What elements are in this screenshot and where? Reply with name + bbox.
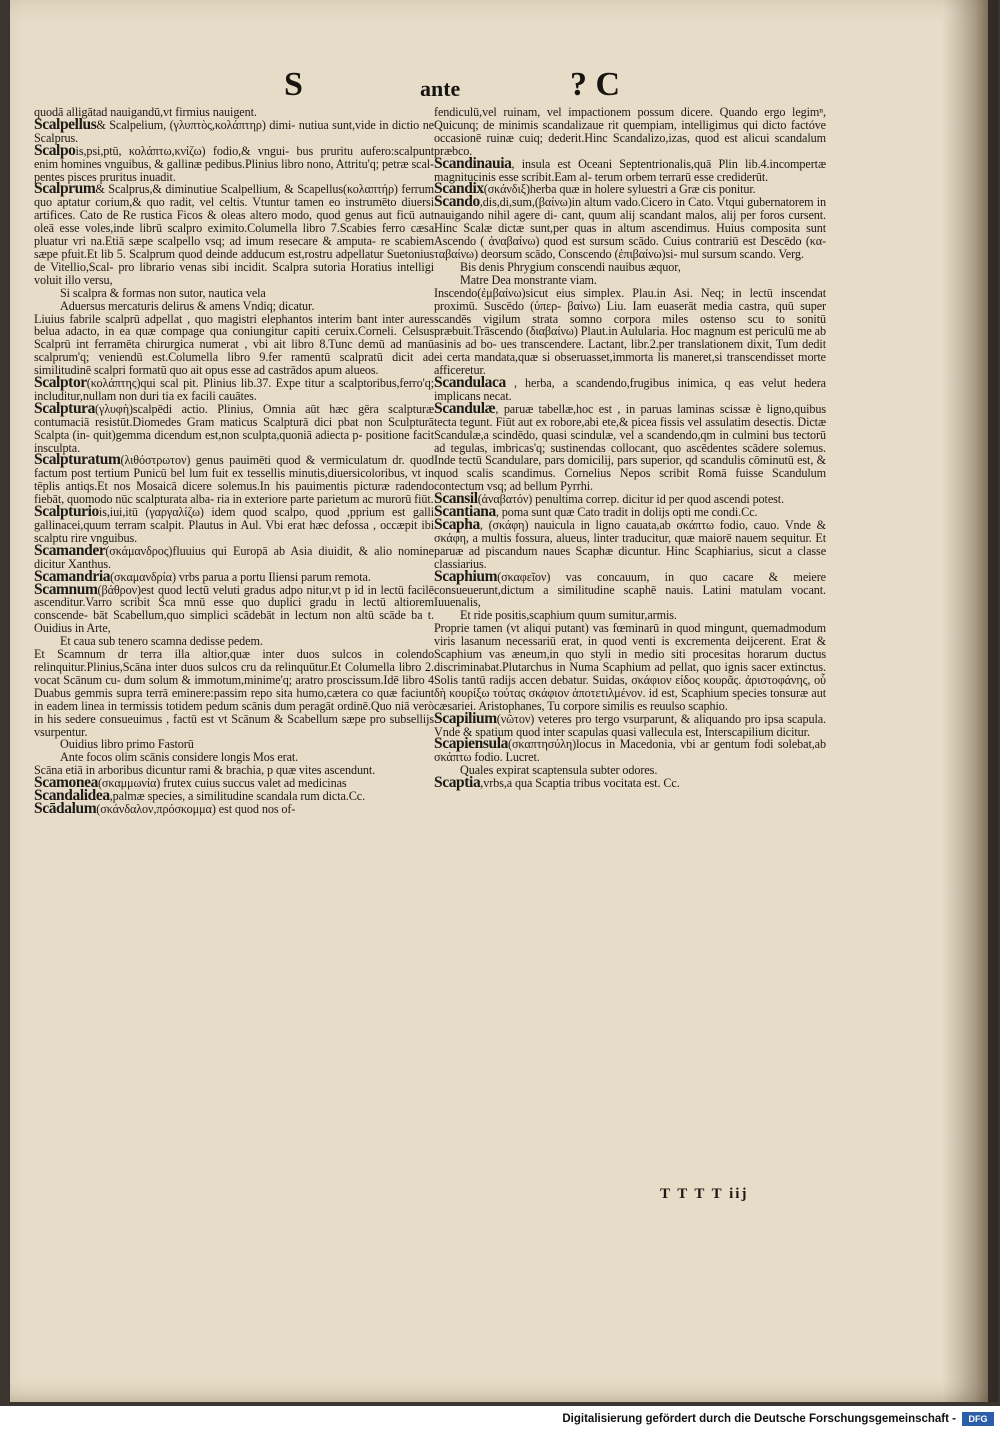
entry-headword: Scamnum [34, 580, 98, 598]
entry-text: & Scalpelium, (γλυπτὸς,κολάπτηρ) dimi- nutiua sunt,vide in dictio ne Scalprus. [34, 117, 434, 145]
entry-text: ,dis,di,sum,(βαίνω)in altum vado.Cicero in Cato. Vtqui gubernatorem in nauigando nihil agere di- cant, quum alij scandant malos, alij per foros cursent. Hinc Scalæ dictæ sunt,per quas in altum ascendimus. Huius composita sunt Ascendo ( ἀναβαίνω) quod est sursum scādo. Cuius contrariū est Descēdo (κα- ταβαίνω) deorsum scādo, Conscendo (ἐπιβαίνω)si- mul sursum scando. Verg. [434, 195, 826, 261]
entry-text: , insula est Oceani Septentrionalis,quā Plin lib.4.incompertæ magnitucinis esse scribit.Eam al- terum orbem terrarū esse crediderūt. [434, 156, 826, 184]
entry-headword: Scaphium [434, 567, 498, 585]
running-head [0, 66, 1000, 110]
entry-text: (γλυφὴ)scalpēdi actio. Plinius, Omnia aūt hæc gēra scalpturæ contumaciā resistūt.Diomedes Gram maticus Scalpturā dici pbat non Sculpturā Scalpta (in- quit)gemma dicendum est,non sculpta,quoniā adiecta p- positione facit insculpta. [34, 401, 434, 455]
running-head-left: S [284, 66, 303, 103]
entry-text: Et Scamnum dr terra illa altior,quæ inter duos sulcos in colendo relinquitur.Plinius,Scāna inter duos sulcos cru da relinquūtur.Et Columella libro 2. vocat Scānum cu- dum solum & immotum,minime'q; aratro proscissum.Idē libro 4 Duabus gemmis supra terrā eminere:passim repo sita humo,cætera co quæ faciunt in eadem linea in termissis totidem pedum scānis dum peragāt ordinē.Quo niā verò in his sedere consueuimus , factū est vt Scānum & Scabellum sæpe pro subsellijs vsurpentur. [34, 647, 434, 739]
dfg-logo: DFG [962, 1412, 994, 1426]
entry-text: (λιθόστρωτον) genus pauimēti quod & vermiculatum dr. quod factum post tertium Punicū bel lum fuit ex tessellis minutis,diuersicoloribus, vt in tēplis antiqs.Et nos Mosaicā dicere solemus.In his pauimentis picturæ radendo fiebāt, quomodo nūc scalpturata alba- ria in exteriore parte parietum ac murorū fiūt. [34, 453, 434, 507]
dictionary-entry [34, 503, 434, 545]
entry-text: fendiculū,vel ruinam, vel impactionem possum dicere. Quando ergo legimⁿ, Quicunq; de minimis scandalizaue rit quempiam, intelligimus qui dicto factóve occasionē ruinæ cuiq; dederit.Hinc Scandalizo,izas, quod est alicui scandalum præbco. [434, 105, 826, 158]
entry-text: (ἀναβατόν) penultima correp. dicitur id per quod ascendi potest. [477, 492, 785, 507]
entry-headword: Scalpturatum [34, 451, 121, 469]
dictionary-entry [34, 451, 434, 507]
entry-headword: Scandix [434, 180, 484, 198]
dictionary-entry [434, 193, 826, 261]
entry-text: , herba, a scandendo,frugibus inimica, q eas velut hedera implicans necat. [434, 376, 826, 403]
dictionary-entry [34, 115, 434, 145]
entry-headword: Scandinauia [434, 154, 512, 172]
entry-text: ,vrbs,a qua Scaptia tribus vocitata est. Cc. [480, 776, 680, 791]
entry-text: (σκαμμωνία) frutex cuius succus valet ad medicinas [97, 776, 347, 791]
dictionary-entry [434, 399, 826, 494]
entry-text: , paruæ tabellæ,hoc est , in paruas laminas scissæ è ligno,quibus tecta tegunt. Fiūt aut ex robore,abi ete,& picea fissis vel assulatim desectis. Dictæ Scandulæ,a scindēdo, quasi scindulæ, vel a scandendo,qm in culmini bus tectorū ad tegulas, imbricas'q; sustinendas collocant, quo ascēdentes scādere solemus. Inde tectū Scandulare, pars domicilij, pars superior, qd scandulis cōminutū est, & quod scalis scandimus. Cornelius Nepos scribit Romā fuisse Scandulum contectum vsq; ad bellum Pyrrhi. [434, 401, 826, 494]
entry-headword: Scansil [434, 490, 478, 508]
entry-headword: Scando [434, 193, 480, 211]
entry-headword: Scandalidea [34, 787, 110, 805]
dictionary-entry [34, 180, 434, 287]
entry-headword: Scandulaca [434, 374, 506, 392]
entry-headword: Scalptura [34, 399, 95, 417]
entry-text: Et caua sub tenero scamna dedisse pedem. [60, 634, 263, 649]
dictionary-entry [434, 774, 826, 792]
dictionary-entry [34, 141, 434, 184]
entry-text: Ouidius libro primo Fastorū [60, 737, 194, 752]
entry-headword: Scamander [34, 541, 106, 559]
dictionary-entry [434, 516, 826, 571]
entry-text: (σκάνδαλον,πρόσκομμα) est quod nos of- [96, 801, 296, 816]
entry-text: Proprie tamen (vt aliqui putant) vas fœminarū in quod mingunt, quemadmodum viris lasanum necessariū erat, in quod venti is excrementa deijcerent. Erat & Scaphium vas æneum,in quo styli in medio siti procesitas horarum ductus discriminabat.Plutarchus in Numa Scaphium ad pellat, quo ignis sacer extinctus. Solis tantū radijs accen debatur. Suidas, σκάφιον εἰδος κουρᾶς. ἀριστοφάνης, οὗ δὴ κουρίξω τούτας σκάφιον ἀποτετιλμένον. id est, Scaphium species tonsuræ aut cæsariei. Aristophanes, Tu corpore similis es reuulso scaphio. [434, 621, 826, 713]
entry-text: (σκαπτησύλη)locus in Macedonia, vbi ar gentum fodi solebat,ab σκάπτω fodio. Lucret. [434, 737, 826, 765]
dictionary-entry [34, 799, 434, 817]
dictionary-entry [434, 106, 826, 158]
entry-text: Inscendo(ἐμβαίνω)sicut eius simplex. Plau.in Asi. Neq; in lectū inscendat proximū. Suscēdo (ὑπερ- βαίνω) Liu. Iam euaserāt media castra, quū super scandēs vigilum strata somno corpora miles ostenso scu to sonitū præbuit.Trāscendo (διαβαίνω) Plaut.in Aulularia. Hoc magnum est periculū me ab asinis ad bo- ues transcendere. Lactant, libr.2.per translationem dixit, Tum dedit ei certa mandata,quæ si obseruasset,immorta lis maneret,si transcendisset morte afficeretur. [434, 285, 826, 378]
entry-headword: Scapha [434, 516, 480, 533]
entry-text: Scāna etiā in arboribus dicuntur rami & brachia, p quæ vites ascendunt. [34, 763, 376, 778]
entry-headword: Scalprum [34, 180, 96, 198]
entry-text: Quales expirat scaptensula subter odores. [460, 763, 658, 778]
entry-headword: Scalpturio [34, 503, 99, 521]
entry-text: is,psi,ptū, κολάπτω,κνίζω) fodio,& vngui- bus pruritu aufero:scalpunt enim homines vnguibus, & gallinæ pedibus.Plinius libro nono, Attritu'q; petræ scal- pentes pisces pruritus inuadit. [34, 143, 434, 184]
entry-text: (σκαμανδρία) vrbs parua a portu Iliensi parum remota. [110, 569, 371, 584]
entry-headword: Scandulæ [434, 399, 496, 417]
footer-credit: Digitalisierung gefördert durch die Deutsche Forschungsgemeinschaft - [562, 1413, 956, 1425]
entry-headword: Scapilium [434, 709, 497, 727]
entry-text: (νῶτον) veteres pro tergo vsurparunt, & aliquando pro ipsa scapula. Vnde & spatium quod inter scapulas quasi vallecula est, Interscapilium dicitur. [434, 711, 826, 739]
dictionary-entry [434, 287, 826, 377]
left-column [34, 106, 434, 816]
entry-text: (σκαφεῖον) vas concauum, in quo cacare & meiere consueuerunt,dictum a similitudine scaphē nauis. Latini matulam vocant. Iuuenalis, [434, 569, 826, 610]
entry-text: (κολάπτης)qui scal pit. Plinius lib.37. Expe titur a scalptoribus,ferro'q; includitur,nullam non duri tia ex facili cauātes. [34, 376, 434, 403]
dictionary-entry [434, 622, 826, 712]
entry-headword: Scalptor [34, 374, 87, 392]
entry-text: & Scalprus,& diminutiue Scalpellium, & Scapellus(κολαπτήρ) ferrum quo aptatur corium,& quo radit, vel celtis. Vtuntur tamen eo instrumēto diuersi artifices. Cato de Re rustica Ficos & oleas altero modo, quod genus aut ficū aut oleā esse voles,inde librū scalpro eximito.Columella libro 7.Scabies ferro cæsa pluatur vri na.Etiā sæpe scalpello vsq; ad imum resecare & amputa- re scabiem sæpe pfuit.Et lib 5. Scalprum quod deinde adducum est,rostru adpellatur Suetonius de Vitellio,Scal- pro librario venas sibi incidit. Scalpra sutoria Horatius intelligi voluit illo versu, [34, 182, 434, 287]
entry-text: Liuius fabrile scalprū adpellat , quo magistri elephantos interim bant inter aures belua adacto, in ea quæ compage qua coniungitur capiti ceruix.Corneli. Celsus Scalprū int ferramēta chirurgica numerat , vbi ait libro 8.Tunc demū ad manū scalprum'q; veniendū est.Columella libro 9.fer ramentū scalpratū dicit ad similitudinē scalpri formatū quo ait opus esse ad castrādos apum alueos. [34, 311, 434, 378]
entry-headword: Scalpo [34, 141, 76, 159]
entry-text: (σκάμανδρος)fluuius qui Europā ab Asia diuidit, & alio nomine dicitur Xanthus. [34, 543, 434, 571]
running-head-center: ante [420, 76, 461, 101]
entry-text: Aduersus mercaturis delirus & amens Vndiq; dicatur. [60, 298, 315, 313]
entry-text: is,iui,itū (γαργαλίζω) idem quod scalpo, quod ,pprium est galli gallinacei,quum terram scalpit. Plautus in Aul. Vbi erat hæc defossa , occæpit ibi scalptu rire vnguibus. [34, 505, 434, 545]
dictionary-entry [34, 580, 434, 636]
dictionary-entry [34, 648, 434, 738]
entry-text: , (σκάφη) nauicula in ligno cauata,ab σκάπτω fodio, cauo. Vnde & σκάφη, a multis fossura, alueus, linter traducitur, quæ maiorē nauem sequitur. Et paruæ ad piscandum naues Scaphæ dicuntur. Hinc Scaphiarius, sicut a classe classiarius. [434, 518, 826, 571]
running-head-right: ? C [570, 66, 621, 103]
signature-mark: T T T T iij [660, 1186, 749, 1202]
entry-text: Matre Dea monstrante viam. [460, 272, 597, 287]
entry-text: (βάθρον)est quod lectū veluti gradus adpo nitur,vt p id in lectū facilē ascenditur.Varro scribit Sca mnū esse quo duplici gradu in lectū altiorem conscende- bāt Scabellum,quo simplici scādebāt in lectum non altū scāde ba t. Ouidius in Arte, [34, 582, 434, 636]
entry-headword: Scalpellus [34, 115, 97, 133]
entry-headword: Scantiana [434, 503, 496, 521]
entry-text: Et ride positis,scaphium quum sumitur,armis. [460, 608, 677, 623]
entry-text: quodā alligātad nauigandū,vt firmius nauigent. [34, 105, 257, 119]
dictionary-entry [434, 567, 826, 610]
entry-text: Bis denis Phrygium conscendi nauibus æquor, [460, 259, 681, 274]
entry-text: Ante focos olim scānis considere longis Mos erat. [60, 750, 299, 765]
footer-bar [0, 1406, 1000, 1435]
entry-headword: Scapiensula [434, 735, 508, 753]
entry-text: ,palmæ species, a similitudine scandala rum dicta.Cc. [109, 789, 366, 804]
dictionary-entry [434, 735, 826, 765]
entry-text: Si scalpra & formas non sutor, nautica vela [60, 285, 266, 300]
entry-headword: Scamonea [34, 774, 98, 792]
entry-headword: Scaptia [434, 774, 481, 792]
entry-headword: Scamandria [34, 567, 111, 585]
right-column [434, 106, 826, 790]
entry-text: (σκάνδιξ)herba quæ in holere syluestri a Græ cis ponitur. [483, 182, 756, 197]
page-edge-shadow [942, 0, 998, 1402]
entry-text: , poma sunt quæ Cato tradit in dolijs opti me condi.Cc. [495, 505, 758, 520]
dictionary-entry [34, 313, 434, 378]
dictionary-entry [434, 154, 826, 184]
dictionary-entry [34, 399, 434, 455]
entry-headword: Scādalum [34, 799, 97, 817]
